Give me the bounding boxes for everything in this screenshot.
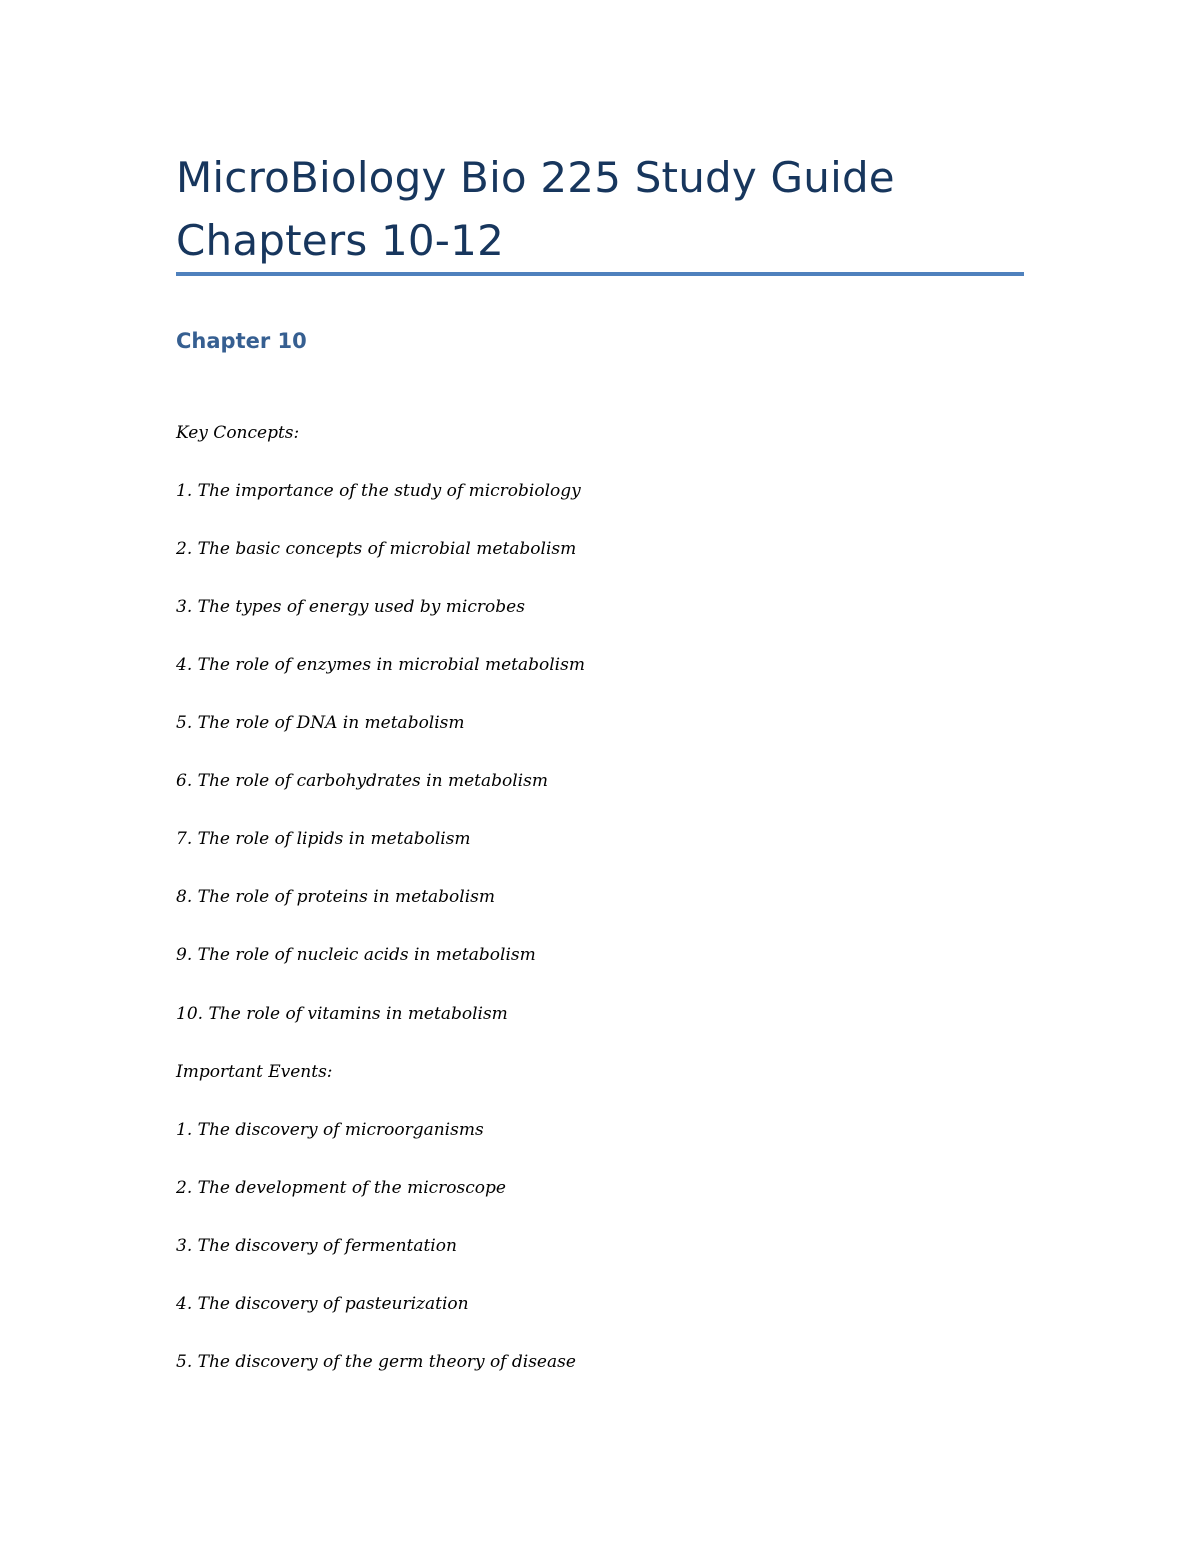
important-event-item: 3. The discovery of fermentation	[176, 1236, 457, 1256]
key-concept-item: 1. The importance of the study of microbiology	[176, 481, 581, 501]
key-concept-item: 7. The role of lipids in metabolism	[176, 829, 471, 849]
key-concepts-label: Key Concepts:	[176, 423, 300, 443]
key-concept-item: 2. The basic concepts of microbial metabolism	[176, 539, 577, 559]
key-concept-item: 5. The role of DNA in metabolism	[176, 713, 465, 733]
important-event-item: 1. The discovery of microorganisms	[176, 1120, 484, 1140]
key-concept-item: 3. The types of energy used by microbes	[176, 597, 525, 617]
title-line-1: MicroBiology Bio 225 Study Guide	[176, 153, 895, 202]
important-event-item: 4. The discovery of pasteurization	[176, 1294, 469, 1314]
key-concept-item: 8. The role of proteins in metabolism	[176, 887, 495, 907]
important-events-label: Important Events:	[176, 1062, 333, 1082]
document-title	[176, 146, 1024, 272]
important-event-item: 2. The development of the microscope	[176, 1178, 506, 1198]
title-underline-rule	[176, 272, 1024, 276]
key-concept-item: 4. The role of enzymes in microbial metabolism	[176, 655, 585, 675]
key-concept-item: 6. The role of carbohydrates in metabolism	[176, 771, 548, 791]
chapter-heading: Chapter 10	[176, 329, 307, 353]
key-concept-item: 9. The role of nucleic acids in metabolism	[176, 945, 536, 965]
key-concept-item: 10. The role of vitamins in metabolism	[176, 1004, 508, 1024]
title-line-2: Chapters 10-12	[176, 216, 504, 265]
important-event-item: 5. The discovery of the germ theory of disease	[176, 1352, 576, 1372]
